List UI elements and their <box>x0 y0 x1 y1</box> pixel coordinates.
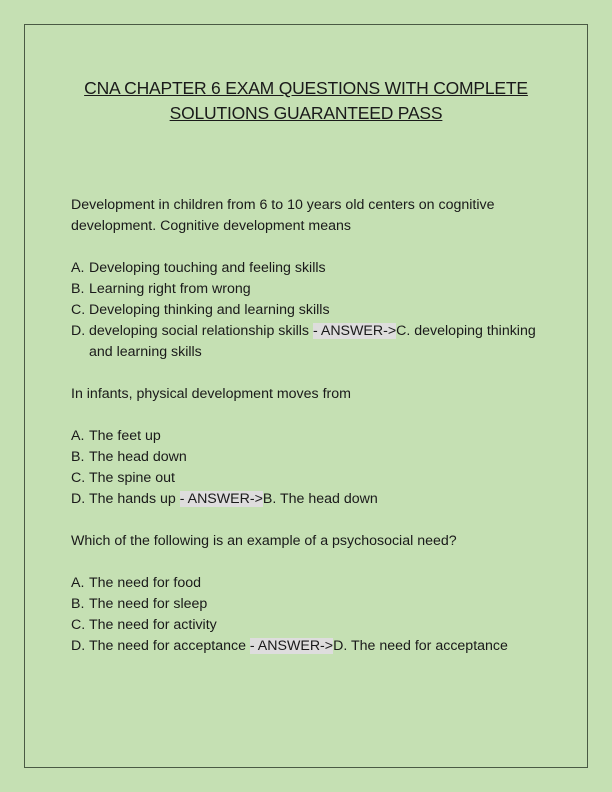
question-text: In infants, physical development moves from <box>71 386 351 402</box>
option-list <box>71 426 541 510</box>
option-text: Learning right from wrong <box>89 281 251 297</box>
document-body <box>71 195 541 678</box>
option-d-with-answer <box>89 489 541 510</box>
option-text: The need for acceptance <box>89 638 250 654</box>
option-letter: A. <box>71 428 85 444</box>
option-letter: D. <box>71 638 86 654</box>
answer-marker: - ANSWER-> <box>179 491 263 507</box>
option-text: Developing thinking and learning skills <box>89 302 330 318</box>
option-d <box>71 636 541 657</box>
option-text: Developing touching and feeling skills <box>89 260 326 276</box>
question-text: Development in children from 6 to 10 years old centers on cognitive development. Cognitive development means <box>71 197 495 234</box>
option-list <box>71 258 541 363</box>
option-text: The need for food <box>89 575 202 591</box>
answer-marker: - ANSWER-> <box>312 323 397 339</box>
option-letter: C. <box>71 617 86 633</box>
option-letter: C. <box>71 302 86 318</box>
option-a <box>71 258 541 279</box>
question-block-2 <box>71 384 541 510</box>
answer-text: B. The head down <box>262 491 378 507</box>
option-letter: A. <box>71 260 85 276</box>
option-letter: D. <box>71 323 86 339</box>
option-text: The need for activity <box>89 617 217 633</box>
document-title <box>24 76 588 126</box>
option-letter: B. <box>71 281 85 297</box>
option-a <box>71 573 541 594</box>
question-block-1 <box>71 195 541 363</box>
option-letter: A. <box>71 575 85 591</box>
option-b <box>71 447 541 468</box>
option-text: The hands up <box>89 491 180 507</box>
option-d <box>71 489 541 510</box>
option-b <box>71 279 541 300</box>
option-list <box>71 573 541 657</box>
option-c <box>71 300 541 321</box>
option-text: The need for sleep <box>89 596 208 612</box>
option-text: The head down <box>89 449 187 465</box>
question-block-3 <box>71 531 541 657</box>
option-d <box>71 321 541 363</box>
option-a <box>71 426 541 447</box>
option-text: The feet up <box>89 428 161 444</box>
option-letter: D. <box>71 491 86 507</box>
option-b <box>71 594 541 615</box>
option-text: developing social relationship skills <box>89 323 313 339</box>
question-text: Which of the following is an example of a psychosocial need? <box>71 533 457 549</box>
option-letter: C. <box>71 470 86 486</box>
option-letter: B. <box>71 596 85 612</box>
option-d-with-answer <box>89 636 541 657</box>
answer-text: D. The need for acceptance <box>333 638 508 654</box>
option-c <box>71 468 541 489</box>
answer-marker: - ANSWER-> <box>249 638 334 654</box>
title-line-1: CNA CHAPTER 6 EXAM QUESTIONS WITH COMPLETE <box>84 78 528 98</box>
option-letter: B. <box>71 449 85 465</box>
option-d-with-answer <box>89 321 541 363</box>
option-text: The spine out <box>89 470 175 486</box>
answer-text: C. developing thinking and learning skills <box>89 323 536 360</box>
option-c <box>71 615 541 636</box>
title-line-2: SOLUTIONS GUARANTEED PASS <box>169 103 443 123</box>
